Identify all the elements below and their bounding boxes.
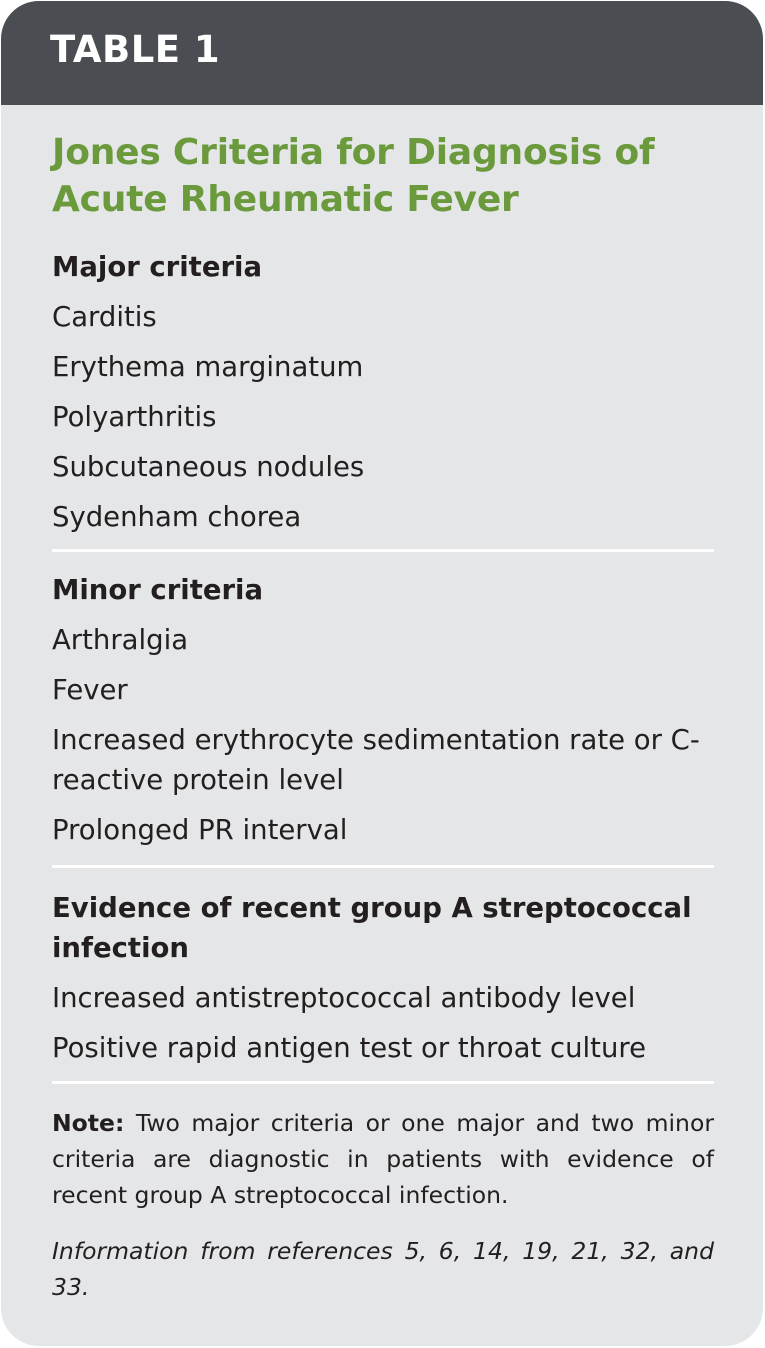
table-title: Jones Criteria for Diagnosis of Acute Rheumatic Fever (52, 132, 655, 220)
major-criteria-section (52, 247, 714, 537)
list-item: Arthralgia (52, 624, 189, 656)
list-item: Carditis (52, 301, 157, 333)
list-item: Positive rapid antigen test or throat culture (52, 1032, 647, 1064)
section-divider (52, 1081, 714, 1084)
minor-criteria-heading: Minor criteria (52, 574, 264, 606)
evidence-heading: Evidence of recent group A streptococcal infection (52, 892, 692, 964)
source-citation: Information from references 5, 6, 14, 19, 21, 32, and 33. (52, 1237, 714, 1301)
table-note (52, 1105, 714, 1213)
list-item: Sydenham chorea (52, 501, 302, 533)
list-item: Subcutaneous nodules (52, 451, 365, 483)
list-item: Prolonged PR interval (52, 814, 348, 846)
section-divider (52, 865, 714, 868)
table-label: TABLE 1 (50, 28, 221, 71)
list-item: Erythema marginatum (52, 351, 364, 383)
list-item: Increased antistreptococcal antibody level (52, 982, 636, 1014)
minor-criteria-section (52, 570, 714, 850)
table-header (1, 1, 763, 105)
list-item: Fever (52, 674, 128, 706)
note-label: Note: (52, 1109, 125, 1137)
evidence-section (52, 888, 714, 1068)
list-item: Polyarthritis (52, 401, 217, 433)
major-criteria-heading: Major criteria (52, 251, 263, 283)
table-card (1, 1, 763, 1346)
note-text: Two major criteria or one major and two minor criteria are diagnostic in patients with evidence of recent group A streptococcal infection. (52, 1109, 714, 1209)
section-divider (52, 549, 714, 552)
list-item: Increased erythrocyte sedimentation rate or C-reactive protein level (52, 724, 700, 796)
